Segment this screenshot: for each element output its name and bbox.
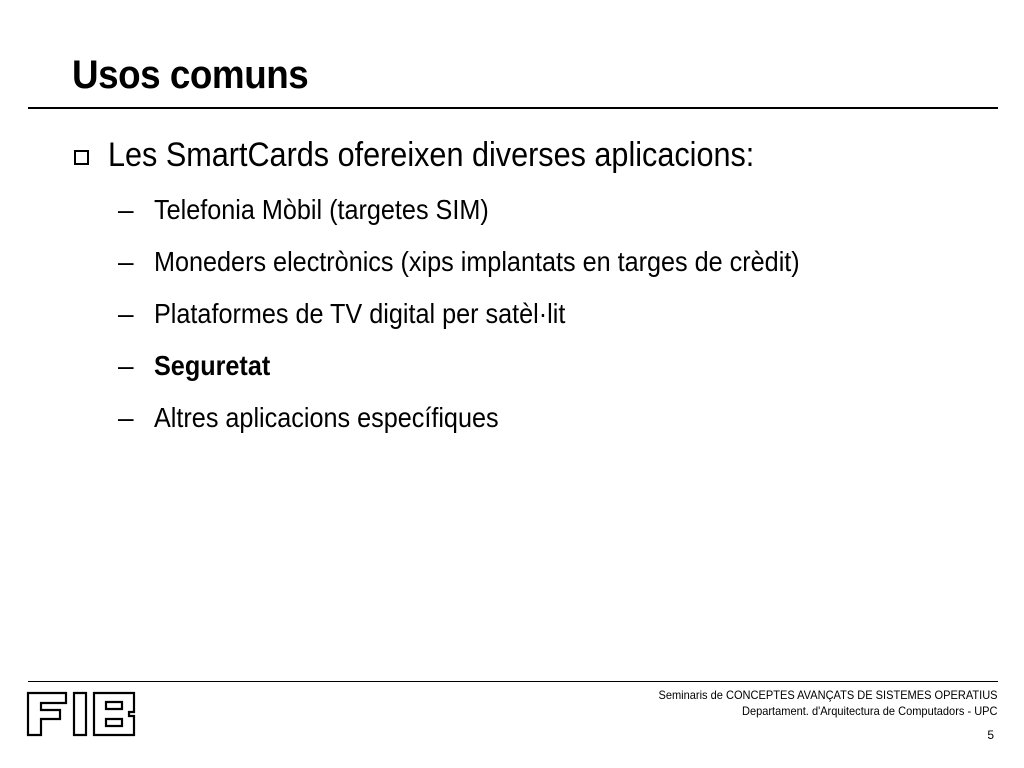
main-bullet bbox=[74, 134, 826, 176]
sub-bullet-text: Plataformes de TV digital per satèl·lit bbox=[154, 298, 566, 329]
footer-department-line: Departament. d'Arquitectura de Computadors - UPC bbox=[742, 704, 998, 718]
main-bullet-text: Les SmartCards ofereixen diverses aplicacions: bbox=[108, 136, 755, 174]
dash-marker: – bbox=[118, 350, 134, 381]
dash-marker: – bbox=[118, 298, 134, 329]
sub-bullet-item bbox=[118, 288, 871, 340]
sub-bullet-text: Telefonia Mòbil (targetes SIM) bbox=[154, 194, 489, 225]
sub-bullet-list bbox=[118, 184, 871, 444]
slide-title: Usos comuns bbox=[72, 53, 309, 97]
sub-bullet-text: Altres aplicacions específiques bbox=[154, 402, 499, 433]
title-divider bbox=[28, 107, 998, 109]
square-bullet-icon bbox=[74, 150, 89, 165]
dash-marker: – bbox=[118, 246, 134, 277]
fib-logo-icon bbox=[26, 690, 140, 738]
footer-text bbox=[629, 687, 998, 719]
dash-marker: – bbox=[118, 194, 134, 225]
footer-divider bbox=[28, 681, 998, 682]
footer-course-line: Seminaris de CONCEPTES AVANÇATS DE SISTEMES OPERATIUS bbox=[658, 688, 998, 702]
sub-bullet-item bbox=[118, 236, 871, 288]
dash-marker: – bbox=[118, 402, 134, 433]
sub-bullet-text: Moneders electrònics (xips implantats en targes de crèdit) bbox=[154, 246, 800, 277]
sub-bullet-text: Seguretat bbox=[154, 350, 271, 381]
sub-bullet-item bbox=[118, 392, 871, 444]
sub-bullet-item bbox=[118, 340, 871, 392]
sub-bullet-item bbox=[118, 184, 871, 236]
page-number: 5 bbox=[987, 728, 994, 742]
